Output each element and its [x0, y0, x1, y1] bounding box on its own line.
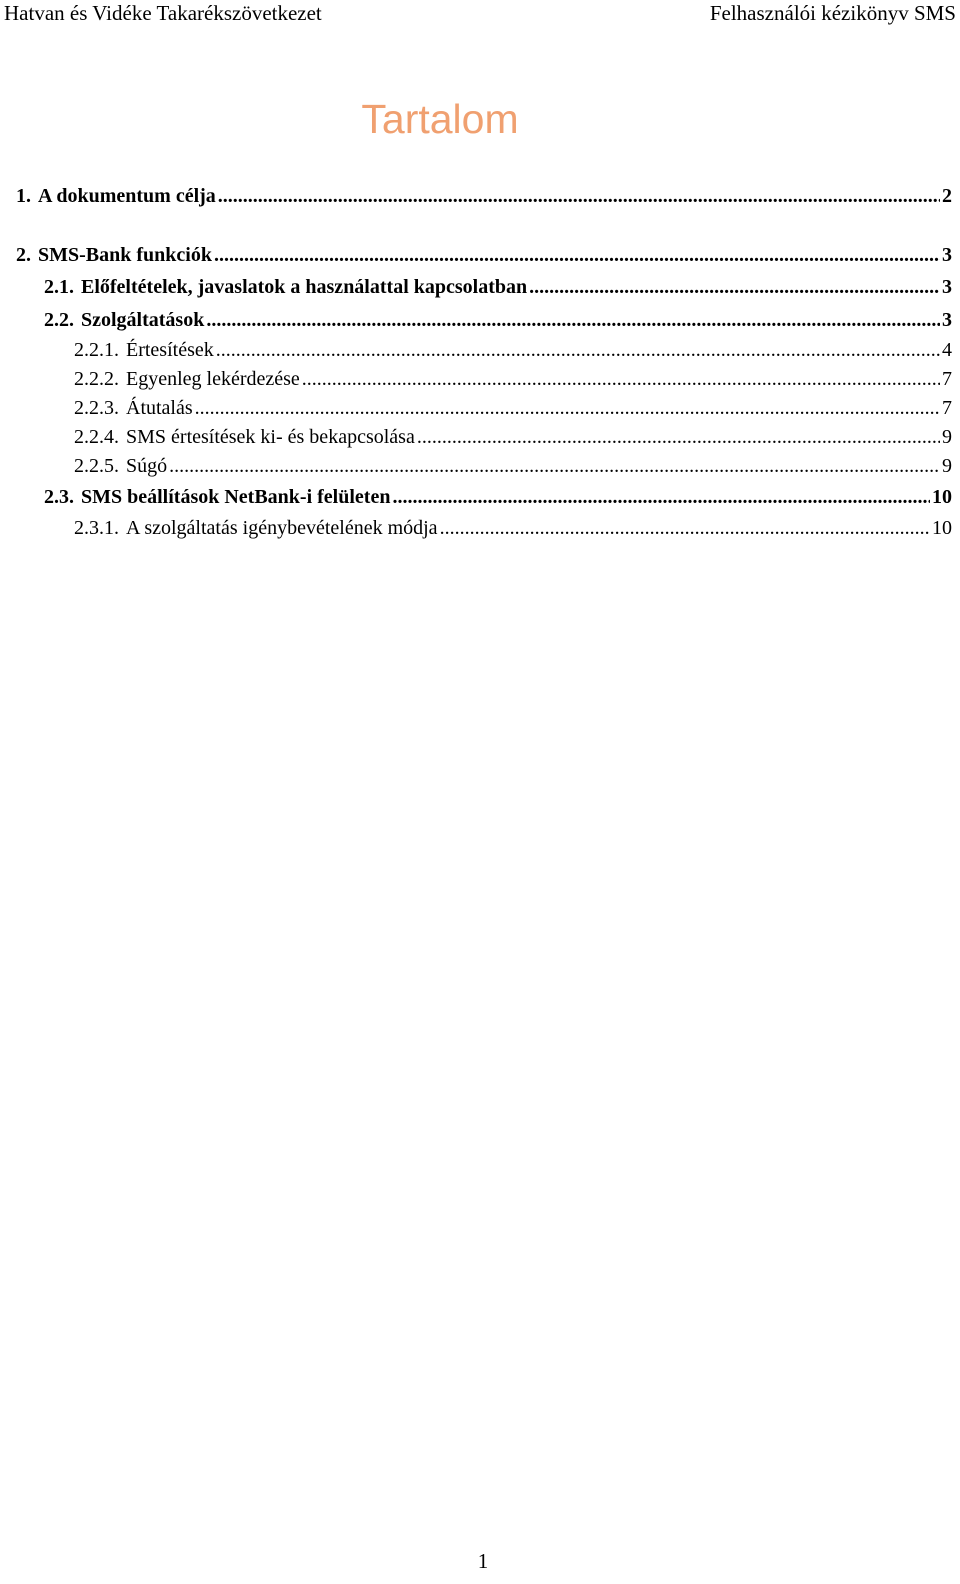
toc-entry-leader — [529, 274, 940, 300]
toc-entry-label: SMS értesítések ki- és bekapcsolása — [126, 426, 415, 448]
toc-entry-page: 3 — [942, 309, 952, 331]
toc-entry-number: 2. — [16, 244, 31, 266]
toc-entry-2-2-3[interactable] — [74, 395, 952, 421]
toc-entry-2-2-1[interactable] — [74, 337, 952, 363]
toc-entry-leader — [206, 307, 940, 333]
toc-entry-leader — [195, 395, 940, 421]
toc-entry-2-2[interactable] — [44, 307, 952, 333]
toc-entry-leader — [302, 366, 940, 392]
toc-entry-2-1[interactable] — [44, 274, 952, 300]
toc-entry-label: A dokumentum célja — [38, 185, 216, 207]
page-number: 1 — [477, 1549, 489, 1573]
toc-entry-page: 10 — [932, 517, 952, 539]
toc-entry-page: 10 — [932, 486, 952, 508]
toc-entry-label: Átutalás — [126, 397, 193, 419]
toc-entry-leader — [417, 424, 940, 450]
toc-entry-page: 3 — [942, 244, 952, 266]
toc-entry-leader — [392, 484, 930, 510]
toc-entry-page: 7 — [942, 397, 952, 419]
header-organization: Hatvan és Vidéke Takarékszövetkezet — [4, 1, 322, 25]
toc-entry-number: 2.2.5. — [74, 455, 119, 477]
toc-entry-number: 2.2.1. — [74, 339, 119, 361]
toc-entry-label: Értesítések — [126, 339, 214, 361]
toc-entry-label: Előfeltételek, javaslatok a használattal kapcsolatban — [81, 276, 528, 298]
toc-entry-leader — [214, 242, 940, 268]
toc-entry-number: 2.2.2. — [74, 368, 119, 390]
toc-entry-label: Súgó — [126, 455, 168, 477]
toc-entry-leader — [169, 453, 940, 479]
toc-entry-page: 3 — [942, 276, 952, 298]
toc-entry-leader — [218, 183, 940, 209]
toc-entry-2-2-4[interactable] — [74, 424, 952, 450]
toc-entry-label: SMS beállítások NetBank-i felületen — [81, 486, 391, 508]
toc-entry-2-3-1[interactable] — [74, 515, 952, 541]
toc-entry-leader — [216, 337, 940, 363]
toc-entry-2-2-5[interactable] — [74, 453, 952, 479]
toc-entry-page: 7 — [942, 368, 952, 390]
toc-entry-number: 1. — [16, 185, 31, 207]
toc-entry-label: Egyenleg lekérdezése — [126, 368, 300, 390]
toc-entry-page: 9 — [942, 455, 952, 477]
toc-entry-2-3[interactable] — [44, 484, 952, 510]
toc-entry-1[interactable] — [16, 183, 952, 209]
toc-entry-number: 2.3.1. — [74, 517, 119, 539]
toc-entry-number: 2.3. — [44, 486, 74, 508]
toc-entry-page: 9 — [942, 426, 952, 448]
toc-entry-label: Szolgáltatások — [81, 309, 205, 331]
toc-entry-number: 2.2.4. — [74, 426, 119, 448]
toc-entry-label: SMS-Bank funkciók — [38, 244, 212, 266]
toc-entry-number: 2.2. — [44, 309, 74, 331]
toc-entry-number: 2.2.3. — [74, 397, 119, 419]
toc-entry-2[interactable] — [16, 242, 952, 268]
header-document-title: Felhasználói kézikönyv SMS — [709, 1, 956, 25]
toc-entry-2-2-2[interactable] — [74, 366, 952, 392]
toc-entry-leader — [440, 515, 930, 541]
toc-entry-page: 4 — [942, 339, 952, 361]
toc-entry-label: A szolgáltatás igénybevételének módja — [126, 517, 438, 539]
toc-title: Tartalom — [361, 96, 519, 142]
toc-entry-page: 2 — [942, 185, 952, 207]
toc-entry-number: 2.1. — [44, 276, 74, 298]
